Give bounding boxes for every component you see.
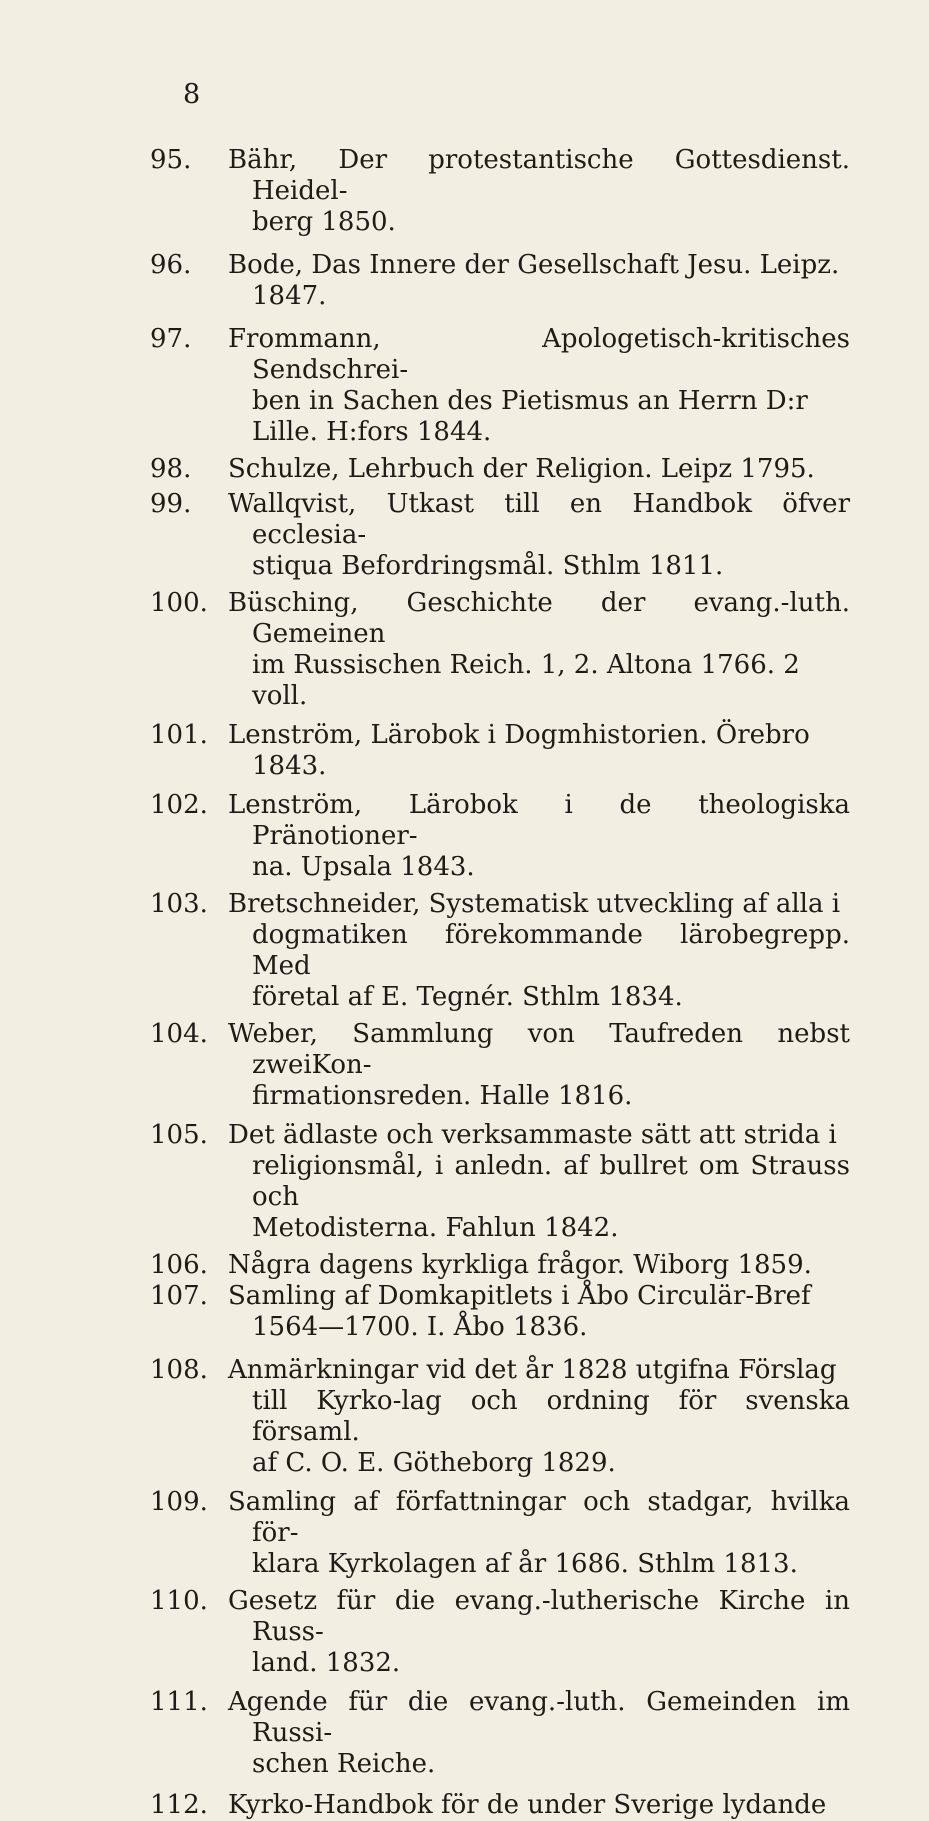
- entry-text: Några dagens kyrkliga frågor. Wiborg 1859.: [228, 1250, 812, 1280]
- entry-number: 108.: [150, 1355, 208, 1385]
- entry-text: Gesetz für die evang.-lutherische Kirche in Russ- land. 1832.: [228, 1586, 850, 1678]
- entry-number: 110.: [150, 1586, 208, 1616]
- entry-number: 103.: [150, 889, 208, 919]
- entry-text: Samling af Domkapitlets i Åbo Circulär-Bref 1564—1700. I. Åbo 1836.: [228, 1281, 811, 1342]
- entry-text: Büsching, Geschichte der evang.-luth. Gemeinen im Russischen Reich. 1, 2. Altona 1766. 2 voll.: [228, 588, 850, 711]
- entry-text: Kyrko-Handbok för de under Sverige lydande: [228, 1790, 827, 1820]
- bibliography-entry: [150, 1687, 850, 1780]
- entry-number: 99.: [150, 489, 192, 519]
- entry-text: Anmärkningar vid det år 1828 utgifna Förslag till Kyrko-lag och ordning för svenska församl. af C. O. E. Götheborg 1829.: [228, 1355, 850, 1478]
- bibliography-entry: [150, 145, 850, 238]
- entry-text: Bretschneider, Systematisk utveckling af alla i dogmatiken förekommande lärobegrepp. Med företal af E. Tegnér. Sthlm 1834.: [228, 889, 850, 1012]
- bibliography-entry: [150, 1487, 850, 1580]
- entry-text: Bode, Das Innere der Gesellschaft Jesu. Leipz. 1847.: [228, 250, 840, 311]
- entry-number: 102.: [150, 790, 208, 820]
- entry-text: Det ädlaste och verksammaste sätt att strida i religionsmål, i anledn. af bullret om Strauss och Metodisterna. Fahlun 1842.: [228, 1120, 850, 1243]
- entry-text: Weber, Sammlung von Taufreden nebst zweiKon- firmationsreden. Halle 1816.: [228, 1019, 850, 1111]
- entry-number: 107.: [150, 1281, 208, 1311]
- entry-number: 100.: [150, 588, 208, 618]
- entry-text: Lenström, Lärobok i Dogmhistorien. Örebro 1843.: [228, 720, 810, 781]
- entry-text: Agende für die evang.-luth. Gemeinden im Russi- schen Reiche.: [228, 1687, 850, 1779]
- entry-number: 96.: [150, 250, 192, 280]
- page-number: 8: [183, 79, 201, 110]
- entry-number: 98.: [150, 454, 192, 484]
- entry-number: 109.: [150, 1487, 208, 1517]
- entry-number: 97.: [150, 324, 192, 354]
- bibliography-entry: [150, 790, 850, 883]
- bibliography-entry: [150, 1790, 850, 1821]
- bibliography-entry: [150, 324, 850, 448]
- bibliography-entry: [150, 1019, 850, 1112]
- bibliography-entry: [150, 250, 850, 312]
- bibliography-entry: [150, 454, 850, 485]
- entry-number: 95.: [150, 145, 192, 175]
- entry-text: Samling af författningar och stadgar, hvilka för- klara Kyrkolagen af år 1686. Sthlm 1813.: [228, 1487, 850, 1579]
- bibliography-entry: [150, 1281, 850, 1343]
- bibliography-entry: [150, 720, 850, 782]
- bibliography-entry: [150, 1250, 850, 1281]
- entry-number: 106.: [150, 1250, 208, 1280]
- bibliography-entry: [150, 1120, 850, 1244]
- entry-text: Bähr, Der protestantische Gottesdienst. Heidel- berg 1850.: [228, 145, 850, 237]
- entry-text: Wallqvist, Utkast till en Handbok öfver ecclesia- stiqua Befordringsmål. Sthlm 1811.: [228, 489, 850, 581]
- entry-text: Lenström, Lärobok i de theologiska Pränotioner- na. Upsala 1843.: [228, 790, 850, 882]
- bibliography-list: [150, 145, 850, 1821]
- bibliography-entry: [150, 889, 850, 1013]
- bibliography-entry: [150, 1355, 850, 1479]
- entry-number: 101.: [150, 720, 208, 750]
- entry-text: Schulze, Lehrbuch der Religion. Leipz 1795.: [228, 454, 815, 484]
- entry-text: Frommann, Apologetisch-kritisches Sendschrei- ben in Sachen des Pietismus an Herrn D:r Lille. H:fors 1844.: [228, 324, 850, 447]
- entry-number: 112.: [150, 1790, 208, 1820]
- entry-number: 111.: [150, 1687, 208, 1717]
- bibliography-entry: [150, 1586, 850, 1679]
- entry-number: 105.: [150, 1120, 208, 1150]
- bibliography-entry: [150, 489, 850, 582]
- entry-number: 104.: [150, 1019, 208, 1049]
- bibliography-entry: [150, 588, 850, 712]
